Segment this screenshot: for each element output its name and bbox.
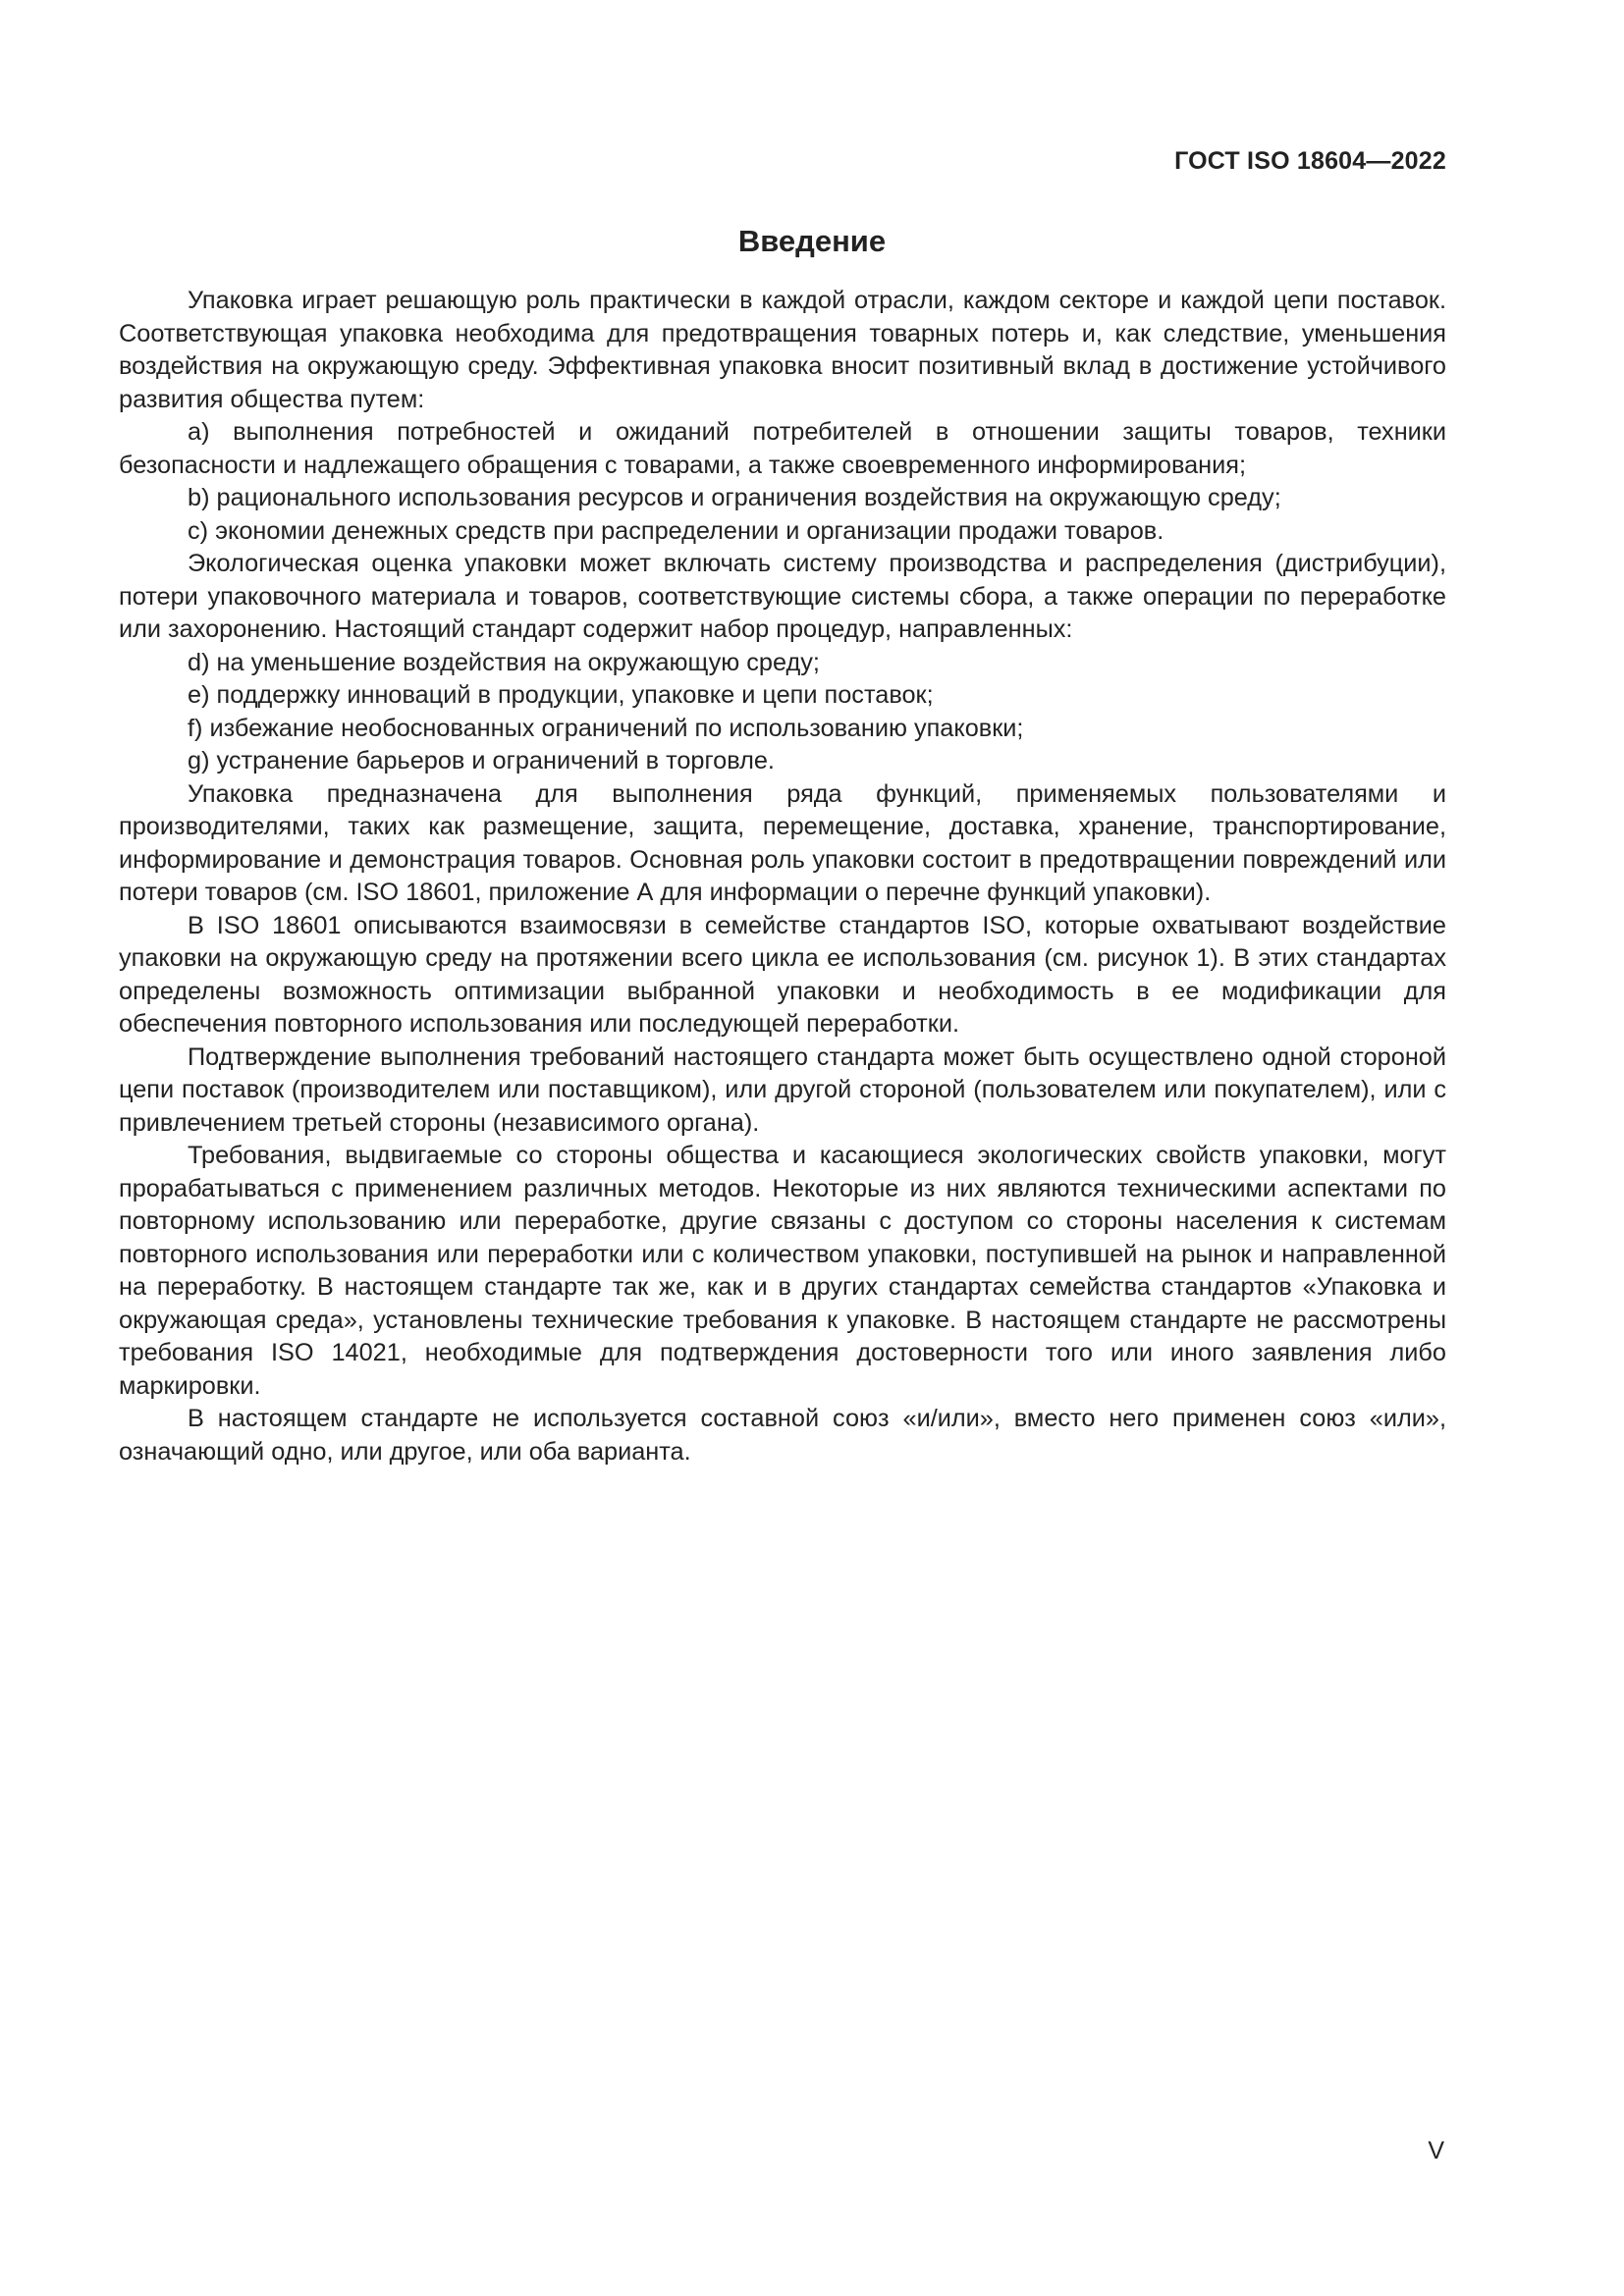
document-body — [119, 285, 1446, 1468]
document-code: ГОСТ ISO 18604—2022 — [1174, 147, 1446, 175]
list-item-d: d) на уменьшение воздействия на окружающую среду; — [188, 648, 820, 676]
section-title: Введение — [737, 224, 887, 258]
list-item-g: g) устранение барьеров и ограничений в торговле. — [188, 747, 775, 774]
paragraph-assessment: Экологическая оценка упаковки может включать систему производства и распределения (дистрибуции), потери упаковочного материала и товаров, соответствующие системы сбора, а также операции по переработке или захоронению. Настоящий стандарт содержит набор процедур, направленных: — [119, 550, 1446, 643]
list-item-f: f) избежание необоснованных ограничений по использованию упаковки; — [188, 714, 1024, 742]
list-item-b: b) рационального использования ресурсов и ограничения воздействия на окружающую среду; — [188, 484, 1281, 511]
paragraph-requirements: Требования, выдвигаемые со стороны общества и касающиеся экологических свойств упаковки, могут прорабатываться с применением различных методов. Некоторые из них являются техническими аспектами по повторному использованию или переработке, другие связаны с доступом со стороны населения к системам повторного использования или переработки или с количеством упаковки, поступившей на рынок и направленной на переработку. В настоящем стандарте так же, как и в других стандартах семейства стандартов «Упаковка и окружающая среда», установлены технические требования к упаковке. В настоящем стандарте не рассмотрены требования ISO 14021, необходимые для подтверждения достоверности того или иного заявления либо маркировки. — [119, 1142, 1446, 1400]
paragraph-intro: Упаковка играет решающую роль практически в каждой отрасли, каждом секторе и каждой цепи поставок. Соответствующая упаковка необходима для предотвращения товарных потерь и, как следствие, уменьшения воздействия на окружающую среду. Эффективная упаковка вносит позитивный вклад в достижение устойчивого развития общества путем: — [119, 287, 1446, 413]
list-item-e: e) поддержку инноваций в продукции, упаковке и цепи поставок; — [188, 681, 934, 709]
paragraph-functions: Упаковка предназначена для выполнения ряда функций, применяемых пользователями и производителями, таких как размещение, защита, перемещение, доставка, хранение, транспортирование, информирование и демонстрация товаров. Основная роль упаковки состоит в предотвращении повреждений или потери товаров (см. ISO 18601, приложение А для информации о перечне функций упаковки). — [119, 779, 1446, 906]
list-item-a: a) выполнения потребностей и ожиданий потребителей в отношении защиты товаров, техники безопасности и надлежащего обращения с товарами, а также своевременного информирования; — [119, 418, 1446, 479]
paragraph-confirmation: Подтверждение выполнения требований настоящего стандарта может быть осуществлено одной стороной цепи поставок (производителем или поставщиком), или другой стороной (пользователем или покупателем), или с привлечением третьей стороны (независимого органа). — [119, 1042, 1446, 1137]
paragraph-conjunction: В настоящем стандарте не используется составной союз «и/или», вместо него применен союз «или», означающий одно, или другое, или оба варианта. — [119, 1405, 1446, 1466]
page-number: V — [1428, 2137, 1444, 2164]
list-item-c: c) экономии денежных средств при распределении и организации продажи товаров. — [188, 516, 1164, 545]
paragraph-iso-18601: В ISO 18601 описываются взаимосвязи в семействе стандартов ISO, которые охватывают воздействие упаковки на окружающую среду на протяжении всего цикла ее использования (см. рисунок 1). В этих стандартах определены возможность оптимизации выбранной упаковки и необходимость в ее модификации для обеспечения повторного использования или последующей переработки. — [119, 911, 1446, 1038]
